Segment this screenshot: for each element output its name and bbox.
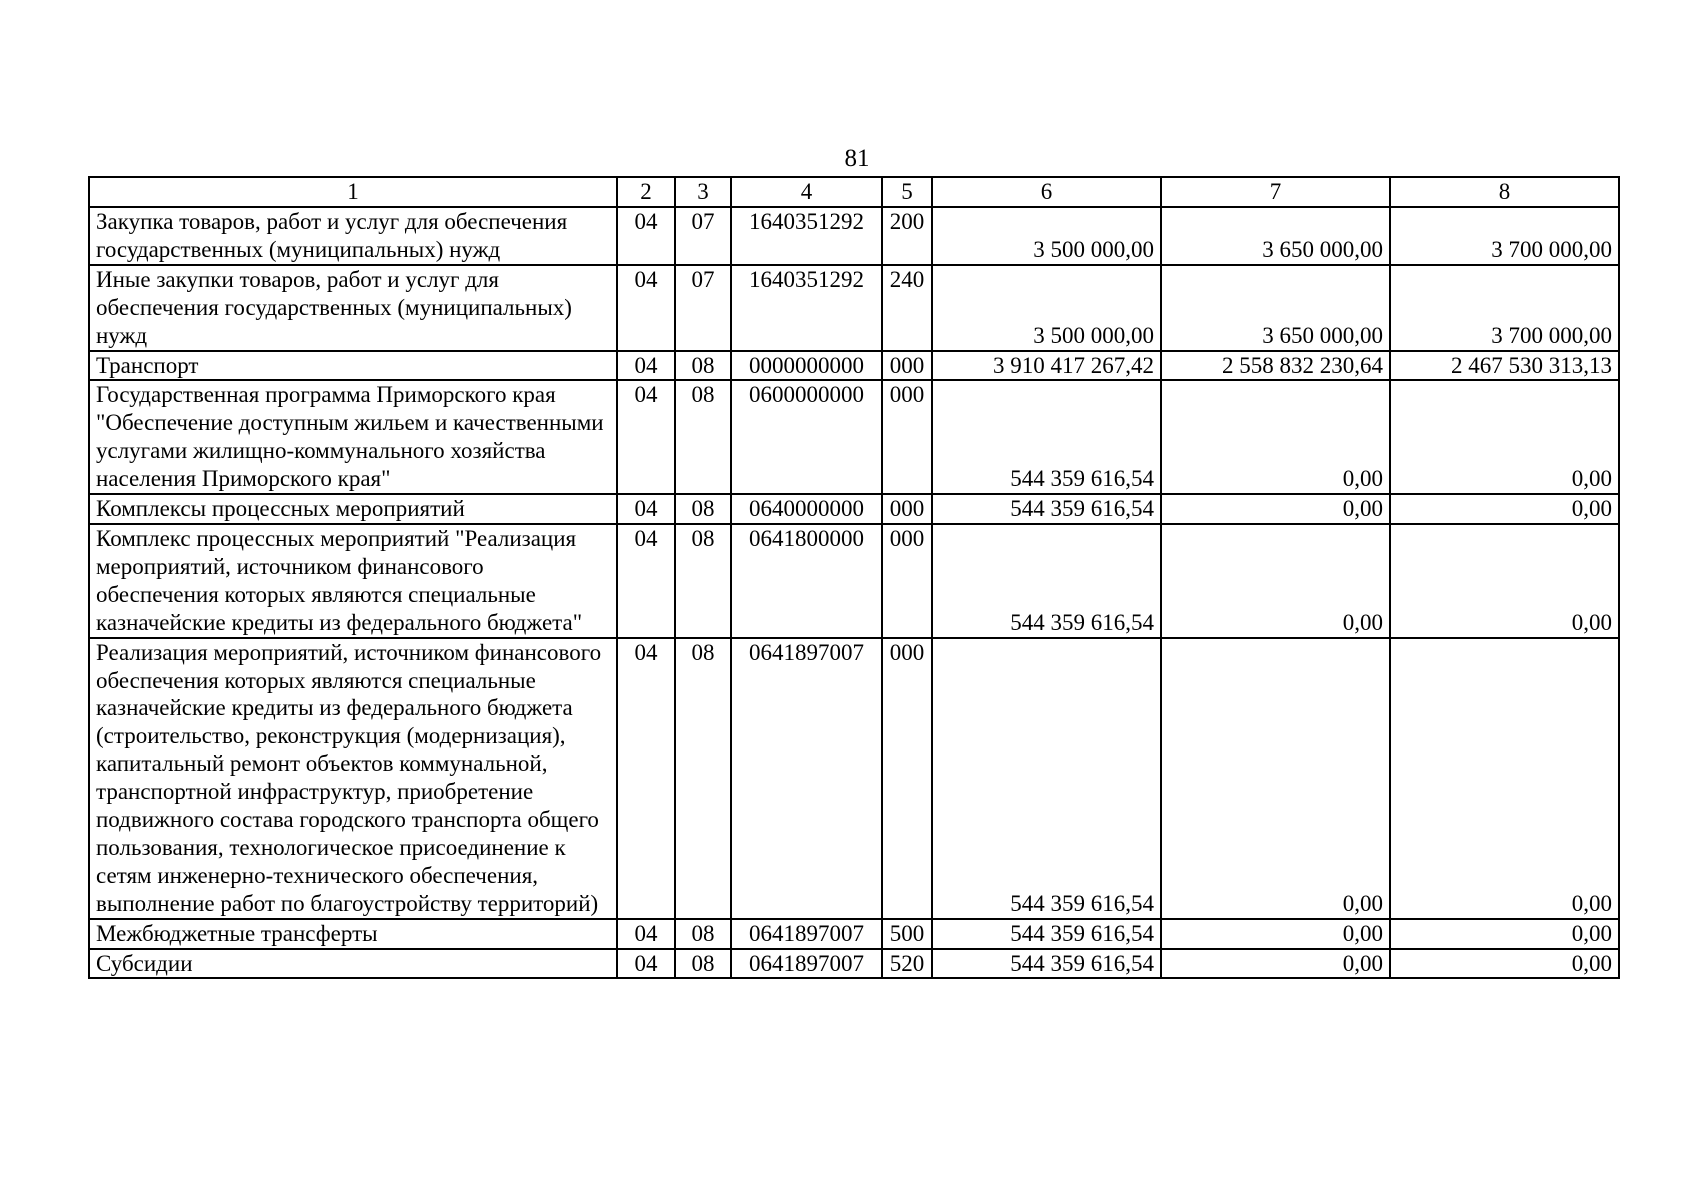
section-code: 04 <box>617 265 675 351</box>
amount-col8: 2 467 530 313,13 <box>1390 351 1619 381</box>
target-article-code: 1640351292 <box>731 207 882 265</box>
table-row <box>89 638 1619 919</box>
column-header: 6 <box>932 177 1161 207</box>
expense-type-code: 000 <box>882 524 932 638</box>
column-header: 1 <box>89 177 617 207</box>
subsection-code: 07 <box>675 265 731 351</box>
section-code: 04 <box>617 380 675 494</box>
amount-col8: 3 700 000,00 <box>1390 265 1619 351</box>
column-header: 4 <box>731 177 882 207</box>
subsection-code: 08 <box>675 351 731 381</box>
target-article-code: 0641897007 <box>731 949 882 979</box>
section-code: 04 <box>617 494 675 524</box>
amount-col7: 3 650 000,00 <box>1161 265 1390 351</box>
row-name: Межбюджетные трансферты <box>89 919 617 949</box>
expense-type-code: 520 <box>882 949 932 979</box>
target-article-code: 0640000000 <box>731 494 882 524</box>
section-code: 04 <box>617 207 675 265</box>
table-row <box>89 265 1619 351</box>
expense-type-code: 200 <box>882 207 932 265</box>
amount-col7: 2 558 832 230,64 <box>1161 351 1390 381</box>
row-name: Комплекс процессных мероприятий "Реализация мероприятий, источником финансового обеспечения которых являются специальные казначейские кредиты из федерального бюджета" <box>89 524 617 638</box>
column-header: 2 <box>617 177 675 207</box>
section-code: 04 <box>617 949 675 979</box>
subsection-code: 08 <box>675 638 731 919</box>
table-row <box>89 380 1619 494</box>
table-row <box>89 494 1619 524</box>
target-article-code: 0641897007 <box>731 638 882 919</box>
table-row <box>89 207 1619 265</box>
amount-col6: 544 359 616,54 <box>932 949 1161 979</box>
amount-col7: 0,00 <box>1161 919 1390 949</box>
amount-col7: 0,00 <box>1161 494 1390 524</box>
table-row <box>89 524 1619 638</box>
subsection-code: 08 <box>675 494 731 524</box>
column-header: 5 <box>882 177 932 207</box>
section-code: 04 <box>617 351 675 381</box>
amount-col6: 3 910 417 267,42 <box>932 351 1161 381</box>
amount-col6: 544 359 616,54 <box>932 380 1161 494</box>
table-row <box>89 351 1619 381</box>
amount-col6: 544 359 616,54 <box>932 524 1161 638</box>
amount-col6: 3 500 000,00 <box>932 207 1161 265</box>
row-name: Реализация мероприятий, источником финансового обеспечения которых являются специальные казначейские кредиты из федерального бюджета (строительство, реконструкция (модернизация), капитальный ремонт объектов коммунальной, транспортной инфраструктур, приобретение подвижного состава городского транспорта общего пользования, технологическое присоединение к сетям инженерно-технического обеспечения, выполнение работ по благоустройству территорий) <box>89 638 617 919</box>
amount-col8: 0,00 <box>1390 494 1619 524</box>
expense-type-code: 240 <box>882 265 932 351</box>
amount-col8: 0,00 <box>1390 949 1619 979</box>
amount-col8: 0,00 <box>1390 919 1619 949</box>
amount-col6: 544 359 616,54 <box>932 919 1161 949</box>
amount-col8: 0,00 <box>1390 638 1619 919</box>
amount-col7: 0,00 <box>1161 638 1390 919</box>
expense-type-code: 000 <box>882 351 932 381</box>
section-code: 04 <box>617 524 675 638</box>
target-article-code: 0641897007 <box>731 919 882 949</box>
table-header-row <box>89 177 1619 207</box>
target-article-code: 0000000000 <box>731 351 882 381</box>
subsection-code: 08 <box>675 949 731 979</box>
subsection-code: 08 <box>675 380 731 494</box>
subsection-code: 08 <box>675 919 731 949</box>
target-article-code: 0600000000 <box>731 380 882 494</box>
expense-type-code: 500 <box>882 919 932 949</box>
row-name: Иные закупки товаров, работ и услуг для обеспечения государственных (муниципальных) нужд <box>89 265 617 351</box>
table-row <box>89 919 1619 949</box>
column-header: 7 <box>1161 177 1390 207</box>
amount-col8: 0,00 <box>1390 524 1619 638</box>
row-name: Закупка товаров, работ и услуг для обеспечения государственных (муниципальных) нужд <box>89 207 617 265</box>
subsection-code: 07 <box>675 207 731 265</box>
amount-col6: 544 359 616,54 <box>932 494 1161 524</box>
amount-col7: 0,00 <box>1161 524 1390 638</box>
row-name: Транспорт <box>89 351 617 381</box>
budget-table <box>88 176 1620 979</box>
section-code: 04 <box>617 638 675 919</box>
amount-col8: 0,00 <box>1390 380 1619 494</box>
row-name: Субсидии <box>89 949 617 979</box>
amount-col7: 3 650 000,00 <box>1161 207 1390 265</box>
column-header: 8 <box>1390 177 1619 207</box>
amount-col6: 544 359 616,54 <box>932 638 1161 919</box>
subsection-code: 08 <box>675 524 731 638</box>
expense-type-code: 000 <box>882 638 932 919</box>
column-header: 3 <box>675 177 731 207</box>
target-article-code: 1640351292 <box>731 265 882 351</box>
expense-type-code: 000 <box>882 380 932 494</box>
amount-col7: 0,00 <box>1161 380 1390 494</box>
amount-col6: 3 500 000,00 <box>932 265 1161 351</box>
page-number: 81 <box>844 145 870 172</box>
target-article-code: 0641800000 <box>731 524 882 638</box>
amount-col7: 0,00 <box>1161 949 1390 979</box>
row-name: Комплексы процессных мероприятий <box>89 494 617 524</box>
table-row <box>89 949 1619 979</box>
amount-col8: 3 700 000,00 <box>1390 207 1619 265</box>
expense-type-code: 000 <box>882 494 932 524</box>
row-name: Государственная программа Приморского края "Обеспечение доступным жильем и качественными услугами жилищно-коммунального хозяйства населения Приморского края" <box>89 380 617 494</box>
section-code: 04 <box>617 919 675 949</box>
